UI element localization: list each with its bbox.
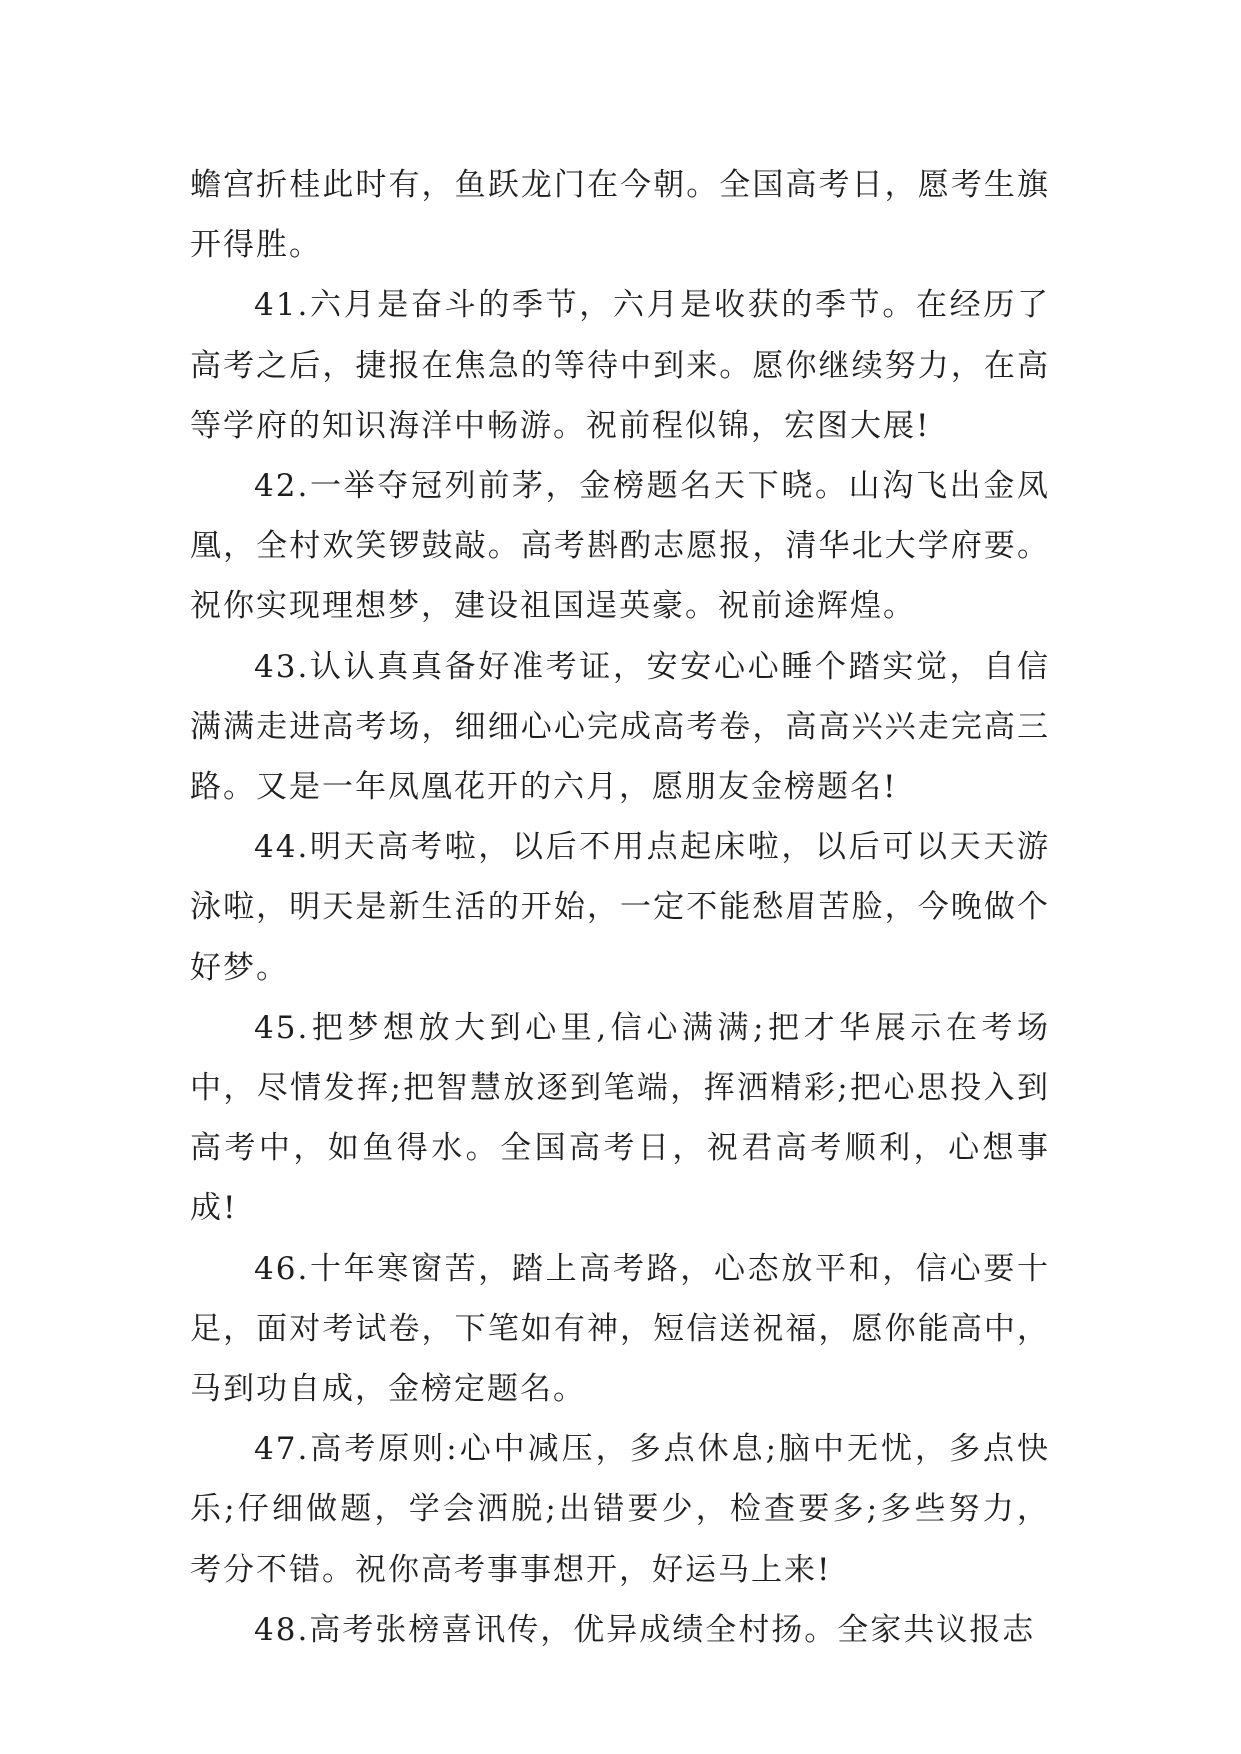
- paragraph-48: 48.高考张榜喜讯传，优异成绩全村扬。全家共议报志: [254, 1611, 1036, 1648]
- paragraph-43: 43.认认真真备好准考证，安安心心睡个踏实觉，自信满满走进高考场，细细心心完成高考卷，高高兴兴走完高三路。又是一年凤凰花开的六月，愿朋友金榜题名!: [190, 648, 1050, 806]
- paragraph-continuation: 蟾宫折桂此时有，鱼跃龙门在今朝。全国高考日，愿考生旗开得胜。: [190, 167, 1050, 264]
- paragraph-45: 45.把梦想放大到心里,信心满满;把才华展示在考场中，尽情发挥;把智慧放逐到笔端，挥洒精彩;把心思投入到高考中，如鱼得水。全国高考日，祝君高考顺利，心想事成!: [190, 1009, 1050, 1227]
- paragraph-46: 46.十年寒窗苦，踏上高考路，心态放平和，信心要十足，面对考试卷，下笔如有神，短信送祝福，愿你能高中，马到功自成，金榜定题名。: [190, 1250, 1050, 1408]
- paragraph-41: 41.六月是奋斗的季节，六月是收获的季节。在经历了高考之后，捷报在焦急的等待中到来。愿你继续努力，在高等学府的知识海洋中畅游。祝前程似锦，宏图大展!: [190, 287, 1050, 444]
- paragraph-47: 47.高考原则:心中减压，多点休息;脑中无忧，多点快乐;仔细做题，学会洒脱;出错要少，检查要多;多些努力，考分不错。祝你高考事事想开，好运马上来!: [190, 1431, 1050, 1588]
- paragraph-44: 44.明天高考啦，以后不用点起床啦，以后可以天天游泳啦，明天是新生活的开始，一定不能愁眉苦脸，今晚做个好梦。: [190, 829, 1050, 986]
- document-body: [190, 155, 1050, 1660]
- paragraph-42: 42.一举夺冠列前茅，金榜题名天下晓。山沟飞出金凤凰，全村欢笑锣鼓敲。高考斟酌志愿报，清华北大学府要。祝你实现理想梦，建设祖国逞英豪。祝前途辉煌。: [190, 468, 1050, 625]
